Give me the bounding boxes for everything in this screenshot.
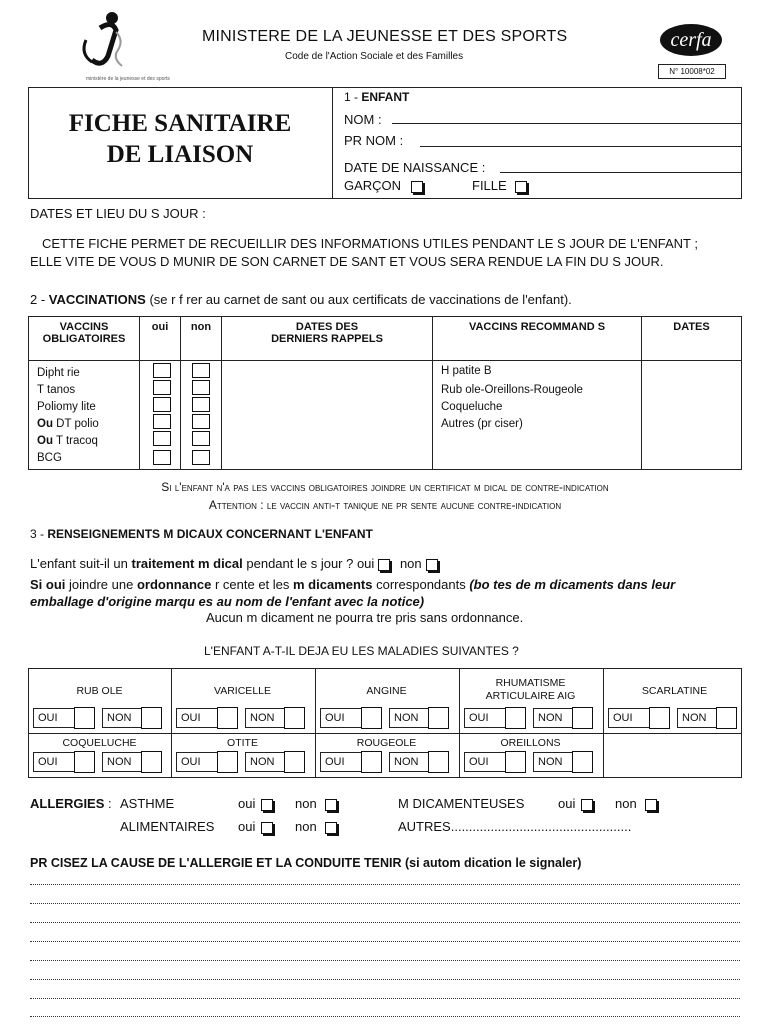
non-checkbox[interactable] [192,380,210,395]
garcon-checkbox[interactable] [411,181,423,193]
nom-label: NOM : [344,112,382,127]
asthme-options [238,796,337,811]
p2: r cente et les [211,577,294,592]
disease-label: VARICELLE [214,685,271,697]
vaccine-label: Poliomy lite [37,400,96,413]
table-row [29,432,742,449]
oui-option[interactable]: OUI [608,708,652,728]
oui-checkbox[interactable] [361,751,382,773]
non-option[interactable]: NON [389,752,429,772]
oui-checkbox[interactable] [153,397,171,412]
cerfa-logo [660,24,722,56]
table-row [29,381,742,398]
oui-option[interactable]: OUI [33,752,77,772]
non-checkbox[interactable] [192,414,210,429]
alim-oui-label: oui [238,819,256,834]
recommended-vaccine [433,432,642,449]
oui-checkbox[interactable] [153,450,171,465]
col-dates: DATES [642,317,742,361]
date-cell[interactable] [222,415,433,432]
oui-checkbox[interactable] [217,751,238,773]
aucun-medicament: Aucun m dicament ne pourra tre pris sans ordonnance. [206,610,524,625]
col-vaccins-obligatoires [29,317,140,361]
alimentaires-options [238,819,337,834]
non-checkbox[interactable] [572,751,593,773]
vaccine-label: T tanos [37,383,76,396]
table-row [29,449,742,470]
form-title [30,108,330,170]
vacc-section-number: 2 - [30,292,49,307]
p3: correspondants [372,577,470,592]
treatment-non-checkbox[interactable] [426,559,438,571]
vaccine-label: T tracoq [52,434,98,447]
vaccine-name [29,415,140,432]
oui-checkbox[interactable] [505,707,526,729]
med-oui-checkbox[interactable] [581,799,593,811]
treatment-oui-checkbox[interactable] [378,559,390,571]
answer-line[interactable] [30,960,740,961]
answer-line[interactable] [30,941,740,942]
med-non-label: non [614,796,637,811]
disease-label: ROUGEOLE [356,737,417,749]
oui-checkbox[interactable] [217,707,238,729]
ministry-title: MINISTERE DE LA JEUNESSE ET DES SPORTS [202,28,568,45]
intro-line1: CETTE FICHE PERMET DE RECUEILLIR DES INFORMATIONS UTILES PENDANT LE S JOUR DE L'ENFANT ; [42,236,698,251]
prenom-field[interactable] [420,146,742,147]
table-row [29,415,742,432]
asthme-oui-label: oui [238,796,256,811]
non-checkbox[interactable] [141,707,162,729]
vaccine-label: DT polio [52,417,99,430]
non-checkbox[interactable] [141,751,162,773]
medical-section-title: RENSEIGNEMENTS M DICAUX CONCERNANT L'ENFANT [47,527,373,541]
medicamenteuses-label: M DICAMENTEUSES [398,796,525,811]
vaccine-name [29,381,140,398]
non-checkbox[interactable] [428,707,449,729]
medicamenteuses-options [558,796,657,811]
fille-checkbox[interactable] [515,181,527,193]
intro-line2: ELLE VITE DE VOUS D MUNIR DE SON CARNET DE SANT ET VOUS SERA RENDUE LA FIN DU S JOUR. [30,254,664,269]
vaccine-name [29,432,140,449]
date-cell[interactable] [642,398,742,415]
medical-section-number: 3 - [30,527,48,541]
recommended-vaccine [433,449,642,470]
col-oui: oui [140,317,181,361]
oui-checkbox[interactable] [153,380,171,395]
vaccine-name [29,361,140,382]
disease-label: ANGINE [366,685,407,697]
si-oui: Si oui [30,577,66,592]
asthme-non-checkbox[interactable] [325,799,337,811]
oui-option[interactable]: OUI [464,708,508,728]
vaccine-name [29,449,140,470]
alim-non-label: non [294,819,317,834]
non-checkbox[interactable] [192,431,210,446]
date-cell[interactable] [222,432,433,449]
disease-label: COQUELUCHE [62,737,137,749]
col-obligatoires-label: OBLIGATOIRES [42,333,126,345]
cerfa-logo-text: cerfa [670,29,712,51]
disease-label: RUB OLE [76,685,123,697]
vaccine-prefix: Ou [37,417,53,430]
form-number: N° 10008*02 [658,64,726,79]
p1: joindre une [65,577,137,592]
precisez-label: PR CISEZ LA CAUSE DE L'ALLERGIE ET LA CONDUITE TENIR (si autom dication le signaler) [30,856,582,870]
medical-heading [30,527,373,541]
oui-checkbox[interactable] [74,707,95,729]
si-oui-line2 [30,594,424,609]
non-option[interactable]: NON [102,708,142,728]
recommended-vaccine: H patite B [433,361,642,382]
italic1: (bo tes de m dicaments dans leur [469,577,676,592]
oui-option[interactable]: OUI [464,752,508,772]
fille-label: FILLE [472,178,507,193]
enfant-heading [344,90,409,104]
vaccine-label: Dipht rie [37,366,80,379]
non-checkbox[interactable] [192,450,210,465]
date-cell[interactable] [642,415,742,432]
date-cell[interactable] [222,398,433,415]
oui-option[interactable]: OUI [176,708,220,728]
oui-checkbox[interactable] [361,707,382,729]
non-option[interactable]: NON [245,752,285,772]
asthme-label: ASTHME [120,796,175,811]
date-cell[interactable] [222,381,433,398]
oui-checkbox[interactable] [153,414,171,429]
ministry-logo [72,10,162,80]
date-cell[interactable] [642,381,742,398]
form-title-line2: DE LIAISON [106,141,254,168]
non-checkbox[interactable] [572,707,593,729]
oui-option[interactable]: OUI [33,708,77,728]
medicaments: m dicaments [293,577,373,592]
non-option[interactable]: NON [389,708,429,728]
asthme-non-label: non [294,796,317,811]
maladies-question: L'ENFANT A-T-IL DEJA EU LES MALADIES SUIVANTES ? [204,644,519,658]
answer-line[interactable] [30,884,740,885]
date-cell[interactable] [222,361,433,382]
answer-line[interactable] [30,903,740,904]
non-option[interactable]: NON [533,708,573,728]
non-option[interactable]: NON [102,752,142,772]
q-non: non [399,556,422,571]
disease-label: RHUMATISME ARTICULAIRE AIG [485,677,576,702]
asthme-oui-checkbox[interactable] [261,799,273,811]
vacc-section-note: (se r f rer au carnet de sant ou aux certificats de vaccinations de l'enfant). [149,292,572,307]
vaccine-label: BCG [37,451,62,464]
col-dates1: DATES DES [295,321,359,333]
date-cell[interactable] [642,432,742,449]
code-subtitle: Code de l'Action Sociale et des Familles [285,51,464,62]
q-post: pendant le s jour ? oui [242,556,375,571]
alim-oui-checkbox[interactable] [261,822,273,834]
non-option[interactable]: NON [533,752,573,772]
date-cell[interactable] [642,449,742,470]
col-dates2: DERNIERS RAPPELS [271,333,383,345]
answer-line[interactable] [30,998,740,999]
recommended-vaccine: Rub ole-Oreillons-Rougeole [433,381,642,398]
enfant-section-number: 1 - [344,90,362,104]
non-checkbox[interactable] [716,707,737,729]
ordonnance: ordonnance [136,577,212,592]
answer-line[interactable] [30,922,740,923]
treatment-question [30,556,438,571]
allergies-label [30,796,112,811]
alimentaires-label: ALIMENTAIRES [120,819,215,834]
naissance-field[interactable] [500,172,742,173]
disease-label: SCARLATINE [641,685,708,697]
enfant-section-title: ENFANT [361,90,410,104]
oui-checkbox[interactable] [649,707,670,729]
garcon-option[interactable] [344,178,423,193]
oui-option[interactable]: OUI [320,752,364,772]
oui-checkbox[interactable] [153,363,171,378]
vaccine-note1: Si l'enfant n'a pas les vaccins obligatoires joindre un certificat m dical de contre-indication [161,480,609,494]
vaccines-table [28,316,742,470]
med-non-checkbox[interactable] [645,799,657,811]
col-vaccins-label: VACCINS [59,321,109,333]
vaccinations-heading [30,292,572,307]
vaccine-name [29,398,140,415]
dates-sejour-label: DATES ET LIEU DU S JOUR : [30,206,206,221]
non-checkbox[interactable] [284,707,305,729]
empty-cell [603,733,742,778]
disease-label: OTITE [227,737,258,749]
answer-line[interactable] [30,1016,740,1017]
oui-checkbox[interactable] [74,751,95,773]
garcon-label: GARÇON [344,178,402,193]
nom-field[interactable] [392,123,742,124]
date-cell[interactable] [642,361,742,382]
vaccine-prefix: Ou [37,434,53,447]
oui-checkbox[interactable] [153,431,171,446]
title-divider [332,87,333,199]
col-non: non [181,317,222,361]
vaccine-note2: Attention : le vaccin anti-t tanique ne pr sente aucune contre-indication [208,498,562,512]
non-checkbox[interactable] [284,751,305,773]
non-checkbox[interactable] [192,397,210,412]
answer-line[interactable] [30,979,740,980]
col-vaccins-recommandes: VACCINS RECOMMAND S [433,317,642,361]
form-title-line1: FICHE SANITAIRE [68,110,292,137]
naissance-label: DATE DE NAISSANCE : [344,160,486,175]
oui-checkbox[interactable] [505,751,526,773]
logo-caption: ministère de la jeunesse et des sports [86,76,170,82]
table-row [29,361,742,382]
non-option[interactable]: NON [245,708,285,728]
recommended-vaccine: Autres (pr ciser) [433,415,642,432]
italic2: emballage d'origine marqu es au nom de l'enfant avec la notice) [30,594,425,609]
non-checkbox[interactable] [192,363,210,378]
si-oui-line1 [30,577,675,592]
col-dates-rappels [222,317,433,361]
q-bold: traitement m dical [131,556,243,571]
table-row [29,398,742,415]
prenom-label: PR NOM : [344,133,404,148]
oui-option[interactable]: OUI [320,708,364,728]
allergies-title: ALLERGIES [30,796,105,811]
med-oui-label: oui [558,796,576,811]
recommended-vaccine: Coqueluche [433,398,642,415]
fille-option[interactable] [472,178,527,193]
non-option[interactable]: NON [677,708,717,728]
q-pre: L'enfant suit-il un [30,556,132,571]
allergies-colon: : [104,796,112,811]
date-cell[interactable] [222,449,433,470]
vacc-section-title: VACCINATIONS [48,292,146,307]
disease-label: OREILLONS [500,737,561,749]
autres-field[interactable]: AUTRES.................................................. [398,819,632,834]
alim-non-checkbox[interactable] [325,822,337,834]
oui-option[interactable]: OUI [176,752,220,772]
non-checkbox[interactable] [428,751,449,773]
